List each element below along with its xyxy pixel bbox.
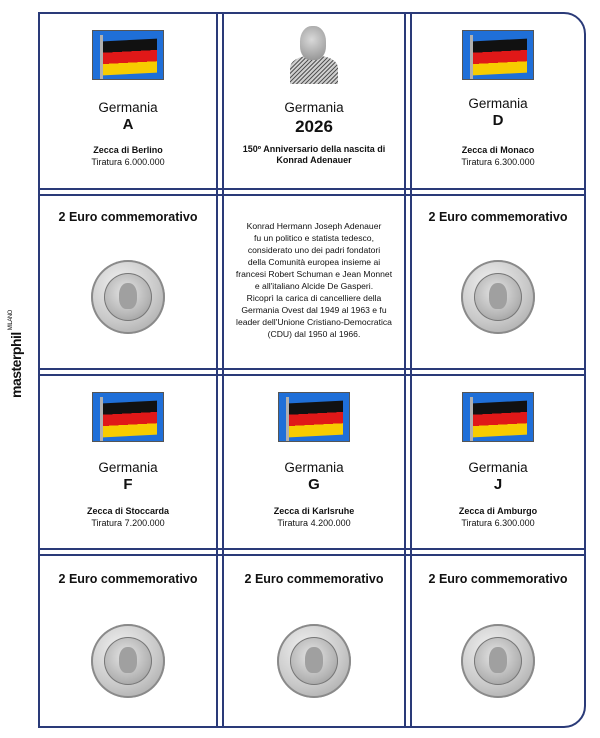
mint-letter: J bbox=[493, 476, 503, 493]
mint-letter: D bbox=[492, 112, 504, 129]
coin-slot-g bbox=[224, 556, 404, 726]
description-line: Germania Ovest dal 1949 al 1963 e fu bbox=[241, 305, 387, 315]
mint-cell-a bbox=[40, 14, 216, 188]
country-label: Germania bbox=[284, 100, 344, 115]
coin-image bbox=[91, 624, 165, 698]
mint-letter: G bbox=[308, 476, 320, 493]
coin-slot-j bbox=[412, 556, 584, 726]
coin-title: 2 Euro commemorativo bbox=[58, 572, 198, 586]
mintage: Tiratura 6.000.000 bbox=[91, 157, 165, 167]
mint-name: Zecca di Amburgo bbox=[458, 506, 538, 516]
description-line: Ricoprì la carica di cancelliere della bbox=[246, 293, 382, 303]
mintage: Tiratura 6.300.000 bbox=[461, 157, 535, 167]
row-divider bbox=[40, 368, 584, 376]
country-label: Germania bbox=[468, 96, 528, 111]
mintage: Tiratura 4.200.000 bbox=[277, 518, 351, 528]
mint-letter: A bbox=[122, 116, 134, 133]
country-label: Germania bbox=[98, 100, 158, 115]
description-line: francesi Robert Schuman e Jean Monnet bbox=[235, 269, 393, 279]
germany-flag-icon bbox=[278, 392, 350, 442]
country-label: Germania bbox=[98, 460, 158, 475]
coin-title: 2 Euro commemorativo bbox=[428, 572, 568, 586]
coin-slot-d bbox=[412, 196, 584, 368]
album-page bbox=[38, 12, 586, 728]
adenauer-portrait bbox=[288, 22, 340, 84]
germany-flag-icon bbox=[92, 392, 164, 442]
issue-year: 2026 bbox=[295, 117, 333, 136]
mint-letter: F bbox=[123, 476, 133, 493]
description-text bbox=[232, 220, 396, 340]
mint-name: Zecca di Karlsruhe bbox=[273, 506, 355, 516]
description-line: considerato uno dei padri fondatori bbox=[247, 245, 381, 255]
coin-image bbox=[461, 624, 535, 698]
anniversary-title-line2: Konrad Adenauer bbox=[276, 155, 352, 165]
description-cell bbox=[224, 196, 404, 368]
coin-title: 2 Euro commemorativo bbox=[244, 572, 384, 586]
anniversary-title-line1: 150º Anniversario della nascita di bbox=[242, 144, 386, 154]
brand-name: masterphil bbox=[8, 332, 24, 398]
row-divider bbox=[40, 548, 584, 556]
coin-image bbox=[277, 624, 351, 698]
germany-flag-icon bbox=[462, 392, 534, 442]
description-line: (CDU) dal 1950 al 1966. bbox=[267, 329, 361, 339]
country-label: Germania bbox=[284, 460, 344, 475]
coin-image bbox=[91, 260, 165, 334]
description-line: della Comunità europea insieme ai bbox=[247, 257, 381, 267]
coin-title: 2 Euro commemorativo bbox=[58, 210, 198, 224]
description-line: e all'italiano Alcide De Gasperi. bbox=[254, 281, 374, 291]
mintage: Tiratura 6.300.000 bbox=[461, 518, 535, 528]
mint-cell-j bbox=[412, 376, 584, 548]
anniversary-cell bbox=[224, 14, 404, 188]
description-line: leader dell'Unione Cristiano-Democratica bbox=[236, 317, 392, 327]
country-label: Germania bbox=[468, 460, 528, 475]
mint-cell-d bbox=[412, 14, 584, 188]
mintage: Tiratura 7.200.000 bbox=[91, 518, 165, 528]
mint-name: Zecca di Monaco bbox=[461, 145, 535, 155]
coin-image bbox=[461, 260, 535, 334]
description-line: Konrad Hermann Joseph Adenauer bbox=[246, 221, 382, 231]
germany-flag-icon bbox=[92, 30, 164, 80]
mint-cell-f bbox=[40, 376, 216, 548]
germany-flag-icon bbox=[462, 30, 534, 80]
brand-sub: MILANO bbox=[8, 310, 14, 331]
brand-logo bbox=[8, 310, 24, 398]
row-divider bbox=[40, 188, 584, 196]
coin-title: 2 Euro commemorativo bbox=[428, 210, 568, 224]
mint-name: Zecca di Stoccarda bbox=[86, 506, 170, 516]
coin-slot-f bbox=[40, 556, 216, 726]
coin-slot-a bbox=[40, 196, 216, 368]
mint-cell-g bbox=[224, 376, 404, 548]
description-line: fu un politico e statista tedesco, bbox=[254, 233, 374, 243]
mint-name: Zecca di Berlino bbox=[93, 145, 163, 155]
